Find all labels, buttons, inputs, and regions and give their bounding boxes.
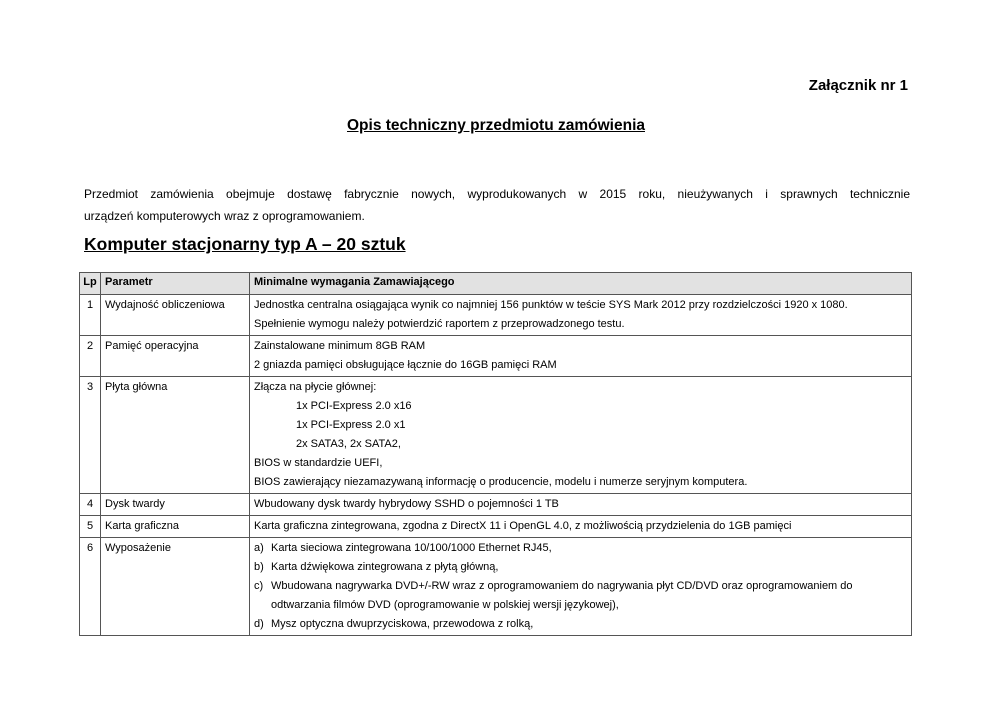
list-item: [254, 539, 907, 558]
row-requirements: [250, 538, 912, 636]
table-row: [80, 516, 912, 538]
row-param: Karta graficzna: [101, 516, 250, 538]
requirements-table: [79, 272, 912, 636]
table-header-row: [80, 273, 912, 295]
row-lp: 3: [80, 377, 101, 494]
row-param: Pamięć operacyjna: [101, 336, 250, 377]
list-item: [254, 615, 907, 634]
document-title: Opis techniczny przedmiotu zamówienia: [347, 117, 645, 134]
list-marker: b): [254, 561, 264, 573]
row-param: Dysk twardy: [101, 494, 250, 516]
table-row: [80, 377, 912, 494]
req-line: BIOS zawierający niezamazywaną informację o producencie, modelu i numerze seryjnym komputera.: [254, 476, 748, 488]
header-param: Parametr: [101, 273, 250, 295]
req-line: BIOS w standardzie UEFI,: [254, 457, 383, 469]
section-title: Komputer stacjonarny typ A – 20 sztuk: [84, 234, 406, 254]
req-line: 2 gniazda pamięci obsługujące łącznie do 16GB pamięci RAM: [254, 359, 557, 371]
table-row: [80, 538, 912, 636]
row-lp: 2: [80, 336, 101, 377]
list-text-line: Wbudowana nagrywarka DVD+/-RW wraz z oprogramowaniem do nagrywania płyt CD/DVD oraz oprogramowaniem do: [271, 580, 853, 592]
list-text: Karta sieciowa zintegrowana 10/100/1000 Ethernet RJ45,: [271, 542, 552, 554]
table-row: [80, 295, 912, 336]
req-line: 2x SATA3, 2x SATA2,: [296, 438, 401, 450]
list-marker: c): [254, 580, 264, 592]
req-line: 1x PCI-Express 2.0 x1: [296, 419, 406, 431]
row-requirements: [250, 494, 912, 516]
table-row: [80, 494, 912, 516]
row-lp: 6: [80, 538, 101, 636]
list-item: [254, 577, 907, 615]
list-text: Mysz optyczna dwuprzyciskowa, przewodowa z rolką,: [271, 618, 534, 630]
row-requirements: [250, 295, 912, 336]
list-marker: d): [254, 618, 264, 630]
row-lp: 4: [80, 494, 101, 516]
list-text: [271, 577, 853, 615]
row-lp: 1: [80, 295, 101, 336]
row-param: Wydajność obliczeniowa: [101, 295, 250, 336]
list-marker: a): [254, 542, 264, 554]
table-row: [80, 336, 912, 377]
req-line: Spełnienie wymogu należy potwierdzić raportem z przeprowadzonego testu.: [254, 318, 625, 330]
req-line: Zainstalowane minimum 8GB RAM: [254, 340, 426, 352]
intro-paragraph: [84, 183, 910, 227]
list-text: Karta dźwiękowa zintegrowana z płytą główną,: [271, 561, 499, 573]
row-param: Płyta główna: [101, 377, 250, 494]
intro-line: urządzeń komputerowych wraz z oprogramowaniem.: [84, 209, 365, 223]
header-requirements: Minimalne wymagania Zamawiającego: [250, 273, 912, 295]
list-item: [254, 558, 907, 577]
row-lp: 5: [80, 516, 101, 538]
intro-line: Przedmiot zamówienia obejmuje dostawę fabrycznie nowych, wyprodukowanych w 2015 roku, nieużywanych i sprawnych technicznie: [84, 187, 910, 201]
req-line: Karta graficzna zintegrowana, zgodna z DirectX 11 i OpenGL 4.0, z możliwością przydzielenia do 1GB pamięci: [254, 520, 792, 532]
req-line: Jednostka centralna osiągająca wynik co najmniej 156 punktów w teście SYS Mark 2012 przy rozdzielczości 1920 x 1080.: [254, 299, 848, 311]
row-param: Wyposażenie: [101, 538, 250, 636]
req-line: Złącza na płycie głównej:: [254, 381, 377, 393]
list-text-line: odtwarzania filmów DVD (oprogramowanie w polskiej wersji językowej),: [271, 599, 619, 611]
annex-label: Załącznik nr 1: [808, 77, 908, 94]
row-requirements: [250, 377, 912, 494]
row-requirements: [250, 516, 912, 538]
req-line: 1x PCI-Express 2.0 x16: [296, 400, 412, 412]
row-requirements: [250, 336, 912, 377]
header-lp: Lp: [80, 273, 101, 295]
req-line: Wbudowany dysk twardy hybrydowy SSHD o pojemności 1 TB: [254, 498, 559, 510]
